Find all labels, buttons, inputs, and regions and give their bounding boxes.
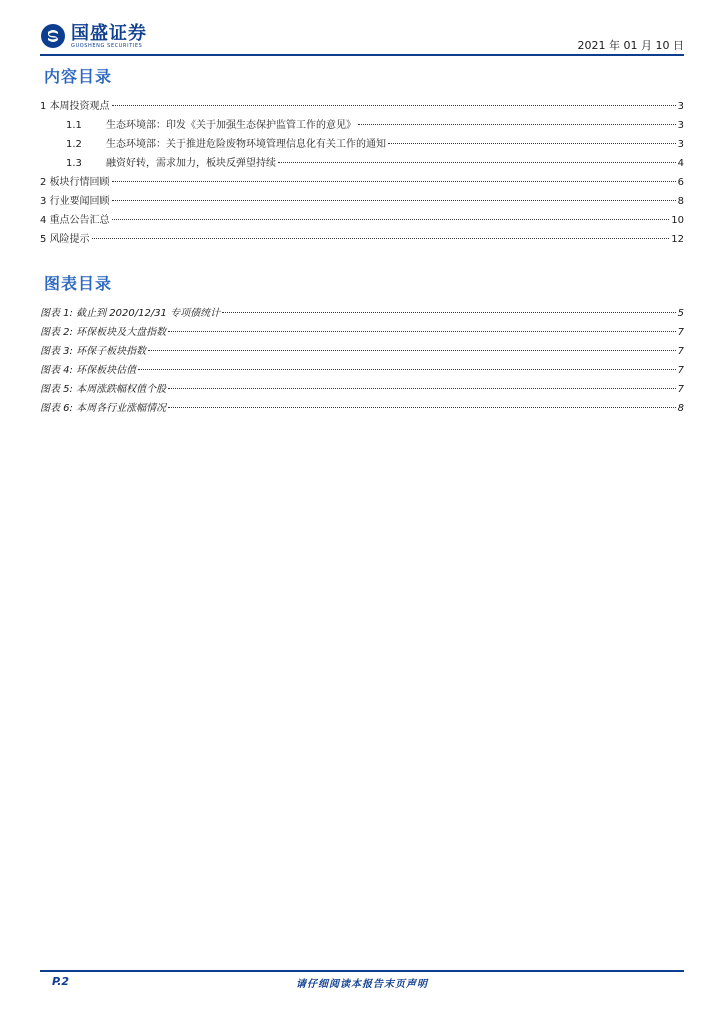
figures-title: 图表目录: [44, 274, 113, 293]
toc-leader-dots: [222, 312, 676, 313]
figure-item-page: 7: [677, 384, 684, 395]
toc-item-number: 5: [40, 234, 47, 245]
toc-item-label: 行业要闻回顾: [49, 196, 110, 207]
toc-item-label: 本周投资观点: [49, 101, 110, 112]
toc-item-label: 生态环境部：关于推进危险废物环境管理信息化有关工作的通知: [106, 139, 386, 150]
figure-item-title: 本周涨跌幅权值个股: [76, 384, 167, 395]
toc-item-number: 1.3: [66, 158, 82, 169]
toc-leader-dots: [358, 124, 676, 125]
toc-item-page: 12: [671, 234, 684, 245]
toc-title: 内容目录: [44, 67, 113, 86]
figure-item-page: 7: [677, 365, 684, 376]
toc-item[interactable]: [40, 135, 684, 153]
figure-item-page: 8: [677, 403, 684, 414]
toc-leader-dots: [388, 143, 676, 144]
figure-item-title: 环保子板块指数: [76, 346, 147, 357]
logo-wordmark: 国盛证券: [71, 22, 147, 44]
toc-item[interactable]: [40, 192, 684, 210]
toc-item-page: 8: [677, 196, 684, 207]
figure-item-page: 7: [677, 346, 684, 357]
figure-item-label: 图表 5:: [40, 384, 73, 395]
toc-item-page: 4: [677, 158, 684, 169]
figure-item-page: 7: [677, 327, 684, 338]
figure-item[interactable]: [40, 342, 684, 360]
toc-leader-dots: [112, 105, 676, 106]
toc-item-page: 6: [677, 177, 684, 188]
toc-leader-dots: [138, 369, 676, 370]
figure-item-title: 环保板块估值: [76, 365, 137, 376]
toc-item-label: 生态环境部：印发《关于加强生态保护监管工作的意见》: [106, 120, 356, 131]
toc-item-number: 1: [40, 101, 47, 112]
figure-item[interactable]: [40, 323, 684, 341]
header-divider: [40, 54, 684, 56]
figure-item[interactable]: [40, 380, 684, 398]
toc-leader-dots: [168, 388, 676, 389]
toc-item-label: 风险提示: [49, 234, 90, 245]
toc-item[interactable]: [40, 154, 684, 172]
toc-leader-dots: [112, 200, 676, 201]
toc-item-label: 重点公告汇总: [49, 215, 110, 226]
toc-item[interactable]: [40, 211, 684, 229]
toc-item[interactable]: [40, 116, 684, 134]
figure-item-title: 本周各行业涨幅情况: [76, 403, 167, 414]
toc-leader-dots: [112, 181, 676, 182]
toc-item[interactable]: [40, 97, 684, 115]
logo-mark-icon: [40, 23, 66, 49]
toc-item-number: 4: [40, 215, 47, 226]
figure-item[interactable]: [40, 304, 684, 322]
figure-item-title: 截止到 2020/12/31 专项债统计: [76, 308, 221, 319]
footer-divider: [40, 970, 684, 972]
toc-item-label: 融资好转，需求加力，板块反弹望持续: [106, 158, 276, 169]
figure-item-title: 环保板块及大盘指数: [76, 327, 167, 338]
logo-subtext: GUOSHENG SECURITIES: [71, 42, 143, 49]
company-logo: [40, 22, 160, 50]
figure-item[interactable]: [40, 361, 684, 379]
figure-item-label: 图表 1:: [40, 308, 73, 319]
toc-item-number: 3: [40, 196, 47, 207]
toc-item-page: 3: [677, 101, 684, 112]
report-date: 2021 年 01 月 10 日: [577, 39, 684, 52]
figure-item-label: 图表 6:: [40, 403, 73, 414]
toc-item-page: 3: [677, 139, 684, 150]
disclaimer-notice: 请仔细阅读本报告末页声明: [296, 979, 428, 990]
toc-leader-dots: [148, 350, 676, 351]
toc-item[interactable]: [40, 173, 684, 191]
figure-item-label: 图表 4:: [40, 365, 73, 376]
toc-item-page: 3: [677, 120, 684, 131]
toc-leader-dots: [92, 238, 670, 239]
toc-leader-dots: [168, 331, 676, 332]
toc-leader-dots: [112, 219, 670, 220]
toc-item-number: 1.1: [66, 120, 82, 131]
toc-leader-dots: [278, 162, 676, 163]
figure-item-label: 图表 3:: [40, 346, 73, 357]
toc-item-number: 1.2: [66, 139, 82, 150]
toc-leader-dots: [168, 407, 676, 408]
figure-item-page: 5: [677, 308, 684, 319]
toc-item-page: 10: [671, 215, 684, 226]
page-header: [0, 0, 724, 56]
toc-item-number: 2: [40, 177, 47, 188]
figure-item-label: 图表 2:: [40, 327, 73, 338]
toc-item-label: 板块行情回顾: [49, 177, 110, 188]
toc-item[interactable]: [40, 230, 684, 248]
page-number: P.2: [52, 975, 70, 988]
figure-item[interactable]: [40, 399, 684, 417]
